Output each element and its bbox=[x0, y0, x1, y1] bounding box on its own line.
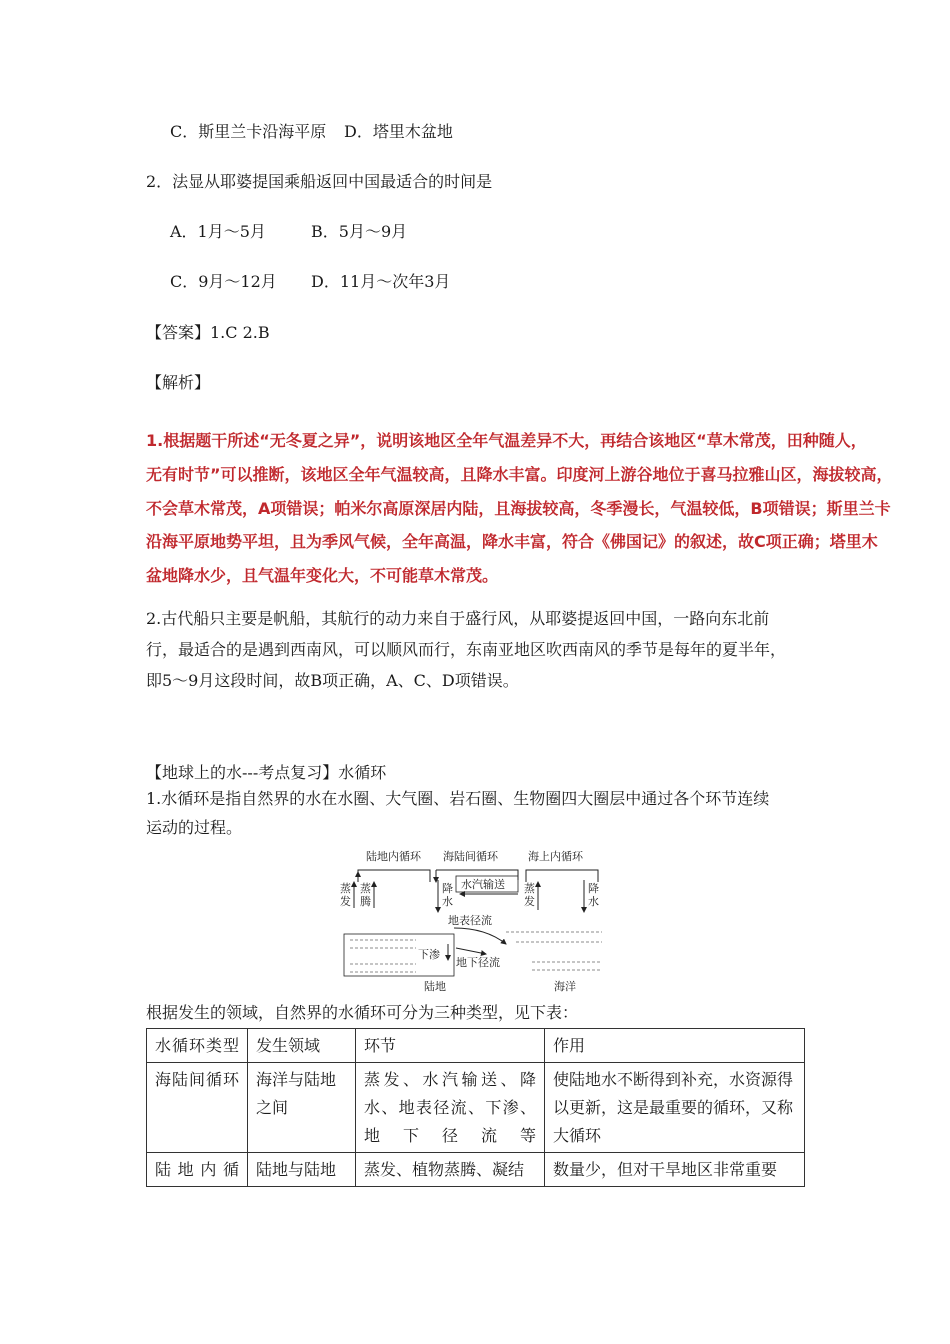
analysis-1-line: 盆地降水少，且气温年变化大，不可能草木常茂。 bbox=[146, 566, 499, 586]
label-sea-land-cycle: 海陆间循环 bbox=[443, 850, 498, 863]
table-cell: 陆地与陆地 bbox=[248, 1153, 356, 1187]
q1-option-d: D．塔里木盆地 bbox=[344, 122, 453, 141]
analysis-title: 【解析】 bbox=[146, 373, 211, 392]
table-row bbox=[147, 1063, 805, 1153]
label-evaporation-1b: 发 bbox=[340, 895, 351, 908]
water-cycle-diagram bbox=[336, 844, 608, 994]
q2-option-b: B．5月～9月 bbox=[311, 222, 408, 241]
definition-line: 运动的过程。 bbox=[146, 818, 243, 837]
label-transpiration-b: 腾 bbox=[360, 895, 371, 908]
table-cell: 蒸发、植物蒸腾、凝结 bbox=[356, 1153, 545, 1187]
label-precipitation-2: 降 bbox=[588, 882, 599, 895]
table-header-cell: 水循环类型 bbox=[147, 1029, 248, 1063]
definition bbox=[146, 784, 769, 842]
table-row bbox=[147, 1153, 805, 1187]
label-surface-runoff: 地表径流 bbox=[448, 914, 492, 927]
analysis-1 bbox=[146, 424, 926, 593]
label-transpiration: 蒸 bbox=[360, 882, 371, 895]
q2-stem: 2．法显从耶婆提国乘船返回中国最适合的时间是 bbox=[146, 172, 493, 191]
table-cell: 蒸发、水汽输送、降水、地表径流、下渗、地下径流等 bbox=[356, 1063, 545, 1153]
label-precipitation-1: 降 bbox=[442, 882, 453, 895]
table-cell: 数量少，但对干旱地区非常重要 bbox=[545, 1153, 805, 1187]
label-land-inner-cycle: 陆地内循环 bbox=[366, 850, 421, 863]
table-cell: 海陆间循环 bbox=[147, 1063, 248, 1153]
answer-line: 【答案】1.C 2.B bbox=[146, 323, 270, 342]
q2-option-c: C．9月～12月 bbox=[170, 272, 277, 291]
section-title: 【地球上的水---考点复习】水循环 bbox=[146, 763, 387, 782]
label-precipitation-2b: 水 bbox=[588, 895, 599, 908]
label-vapor-transport: 水汽输送 bbox=[461, 878, 505, 891]
table-cell: 使陆地水不断得到补充，水资源得以更新，这是最重要的循环，又称大循环 bbox=[545, 1063, 805, 1153]
label-evaporation-1: 蒸 bbox=[340, 882, 351, 895]
table-intro: 根据发生的领域，自然界的水循环可分为三种类型，见下表： bbox=[146, 1003, 579, 1022]
label-ocean: 海洋 bbox=[554, 980, 576, 993]
label-evaporation-2: 蒸 bbox=[524, 882, 535, 895]
analysis-1-line: 沿海平原地势平坦，且为季风气候，全年高温，降水丰富，符合《佛国记》的叙述，故C项正确；塔里木 bbox=[146, 532, 878, 552]
q2-option-a: A．1月～5月 bbox=[170, 222, 266, 241]
label-infiltration: 下渗 bbox=[418, 948, 440, 961]
q1-option-c: C．斯里兰卡沿海平原 bbox=[170, 122, 327, 141]
label-ocean-cycle: 海上内循环 bbox=[528, 850, 583, 863]
definition-line: 1.水循环是指自然界的水在水圈、大气圈、岩石圈、生物圈四大圈层中通过各个环节连续 bbox=[146, 789, 770, 808]
analysis-2 bbox=[146, 603, 786, 696]
table-header-row bbox=[147, 1029, 805, 1063]
analysis-1-line: 1.根据题干所述“无冬夏之异”，说明该地区全年气温差异不大，再结合该地区“草木常茂，田种随人， bbox=[146, 431, 867, 450]
q2-option-d: D．11月～次年3月 bbox=[311, 272, 451, 291]
label-evaporation-2b: 发 bbox=[524, 895, 535, 908]
analysis-2-line: 即5～9月这段时间，故B项正确，A、C、D项错误。 bbox=[146, 671, 519, 690]
table-header-cell: 作用 bbox=[545, 1029, 805, 1063]
table-cell: 海洋与陆地之间 bbox=[248, 1063, 356, 1153]
label-land: 陆地 bbox=[424, 980, 446, 993]
label-groundwater-runoff: 地下径流 bbox=[456, 956, 500, 969]
analysis-1-line: 无有时节”可以推断，该地区全年气温较高，且降水丰富。印度河上游谷地位于喜马拉雅山区，海拔较高， bbox=[146, 464, 893, 484]
table-header-cell: 发生领域 bbox=[248, 1029, 356, 1063]
table-cell: 陆地内循 bbox=[147, 1153, 248, 1187]
analysis-1-line: 不会草木常茂，A项错误；帕米尔高原深居内陆，且海拔较高，冬季漫长，气温较低，B项错误；斯里兰卡 bbox=[146, 498, 891, 518]
analysis-2-line: 2.古代船只主要是帆船，其航行的动力来自于盛行风，从耶婆提返回中国，一路向东北前 bbox=[146, 609, 770, 628]
analysis-2-line: 行，最适合的是遇到西南风，可以顺风而行，东南亚地区吹西南风的季节是每年的夏半年， bbox=[146, 640, 787, 659]
table-header-cell: 环节 bbox=[356, 1029, 545, 1063]
label-precipitation-1b: 水 bbox=[442, 895, 453, 908]
water-cycle-table bbox=[146, 1028, 805, 1187]
